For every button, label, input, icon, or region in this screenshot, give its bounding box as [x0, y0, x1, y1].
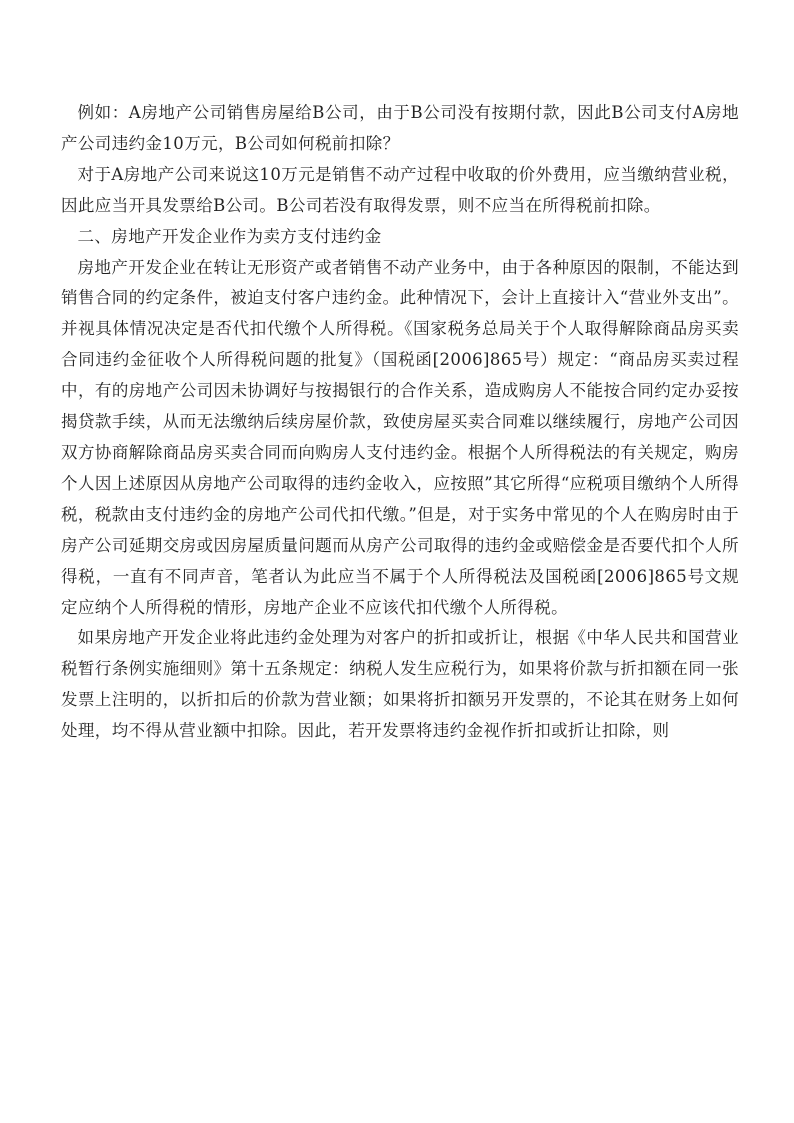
paragraph-discount-treatment: 如果房地产开发企业将此违约金处理为对客户的折扣或折让，根据《中华人民共和国营业税暂行条例实施细则》第十五条规定：纳税人发生应税行为，如果将价款与折扣额在同一张发票上注明的，以折扣后的价款为营业额；如果将折扣额另开发票的，不论其在财务上如何处理，均不得从营业额中扣除。因此，若开发票将违约金视作折扣或折让扣除，则 [61, 628, 739, 741]
paragraph-example-question: 例如：A房地产公司销售房屋给B公司，由于B公司没有按期付款，因此B公司支付A房地产公司违约金10万元，B公司如何税前扣除？ [61, 103, 739, 153]
section-heading: 二、房地产开发企业作为卖方支付违约金 [77, 226, 382, 246]
document-body [61, 98, 739, 747]
paragraph-seller-answer: 对于A房地产公司来说这10万元是销售不动产过程中收取的价外费用，应当缴纳营业税，因此应当开具发票给B公司。B公司若没有取得发票，则不应当在所得税前扣除。 [61, 164, 739, 215]
paragraph-developer-penalty: 房地产开发企业在转让无形资产或者销售不动产业务中，由于各种原因的限制，不能达到销售合同的约定条件，被迫支付客户违约金。此种情况下，会计上直接计入“营业外支出”。并视具体情况决定是否代扣代缴个人所得税。《国家税务总局关于个人取得解除商品房买卖合同违约金征收个人所得税问题的批复》（国税函[2006]865号）规定：“商品房买卖过程中，有的房地产公司因未协调好与按揭银行的合作关系，造成购房人不能按合同约定办妥按揭贷款手续，从而无法缴纳后续房屋价款，致使房屋买卖合同难以继续履行，房地产公司因双方协商解除商品房买卖合同而向购房人支付违约金。根据个人所得税法的有关规定，购房个人因上述原因从房地产公司取得的违约金收入，应按照”其它所得“应税项目缴纳个人所得税，税款由支付违约金的房地产公司代扣代缴。”但是，对于实务中常见的个人在购房时由于房产公司延期交房或因房屋质量问题而从房产公司取得的违约金或赔偿金是否要代扣个人所得税，一直有不同声音，笔者认为此应当不属于个人所得税法及国税函[2006]865号文规定应纳个人所得税的情形，房地产企业不应该代扣代缴个人所得税。 [61, 257, 739, 617]
